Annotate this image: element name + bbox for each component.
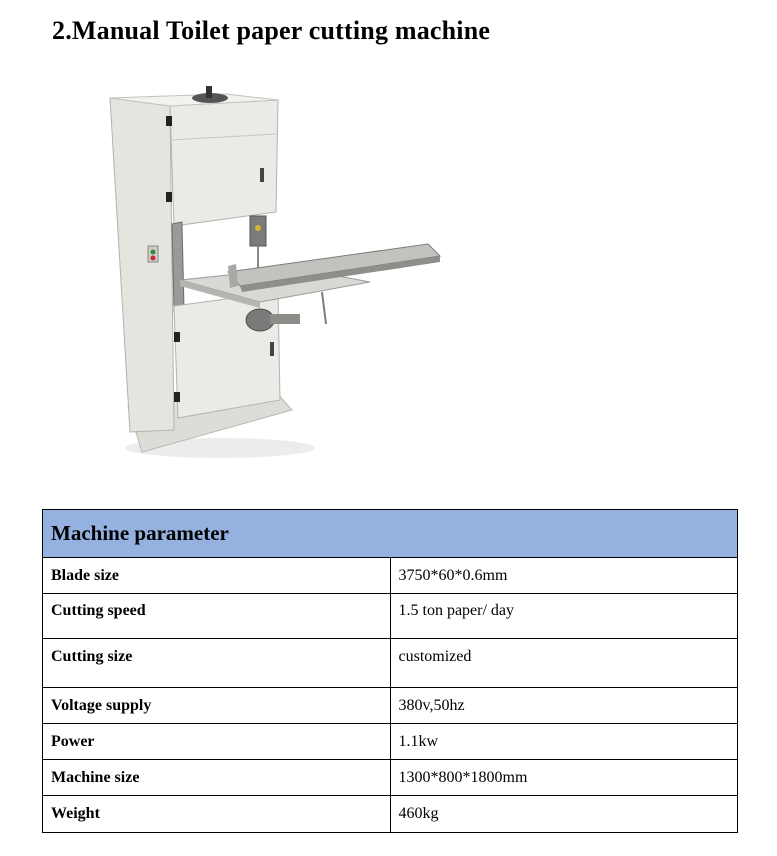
machine-parameter-table bbox=[42, 509, 738, 833]
table-row bbox=[43, 760, 738, 796]
param-value: 3750*60*0.6mm bbox=[390, 558, 738, 594]
param-value: 380v,50hz bbox=[390, 688, 738, 724]
machine-photo bbox=[100, 80, 445, 460]
param-value: 1.1kw bbox=[390, 724, 738, 760]
table-row bbox=[43, 796, 738, 833]
param-label: Machine size bbox=[43, 760, 391, 796]
param-label: Cutting size bbox=[43, 639, 391, 688]
param-value: 1300*800*1800mm bbox=[390, 760, 738, 796]
param-label: Power bbox=[43, 724, 391, 760]
table-row bbox=[43, 724, 738, 760]
param-value: customized bbox=[390, 639, 738, 688]
table-row bbox=[43, 594, 738, 639]
table-row bbox=[43, 639, 738, 688]
param-value: 460kg bbox=[390, 796, 738, 833]
table-row bbox=[43, 558, 738, 594]
param-label: Weight bbox=[43, 796, 391, 833]
param-value: 1.5 ton paper/ day bbox=[390, 594, 738, 639]
table-title: Machine parameter bbox=[43, 510, 738, 558]
table-row bbox=[43, 688, 738, 724]
param-label: Blade size bbox=[43, 558, 391, 594]
page-heading: 2.Manual Toilet paper cutting machine bbox=[52, 16, 491, 45]
param-label: Cutting speed bbox=[43, 594, 391, 639]
table-header-row bbox=[43, 510, 738, 558]
param-label: Voltage supply bbox=[43, 688, 391, 724]
